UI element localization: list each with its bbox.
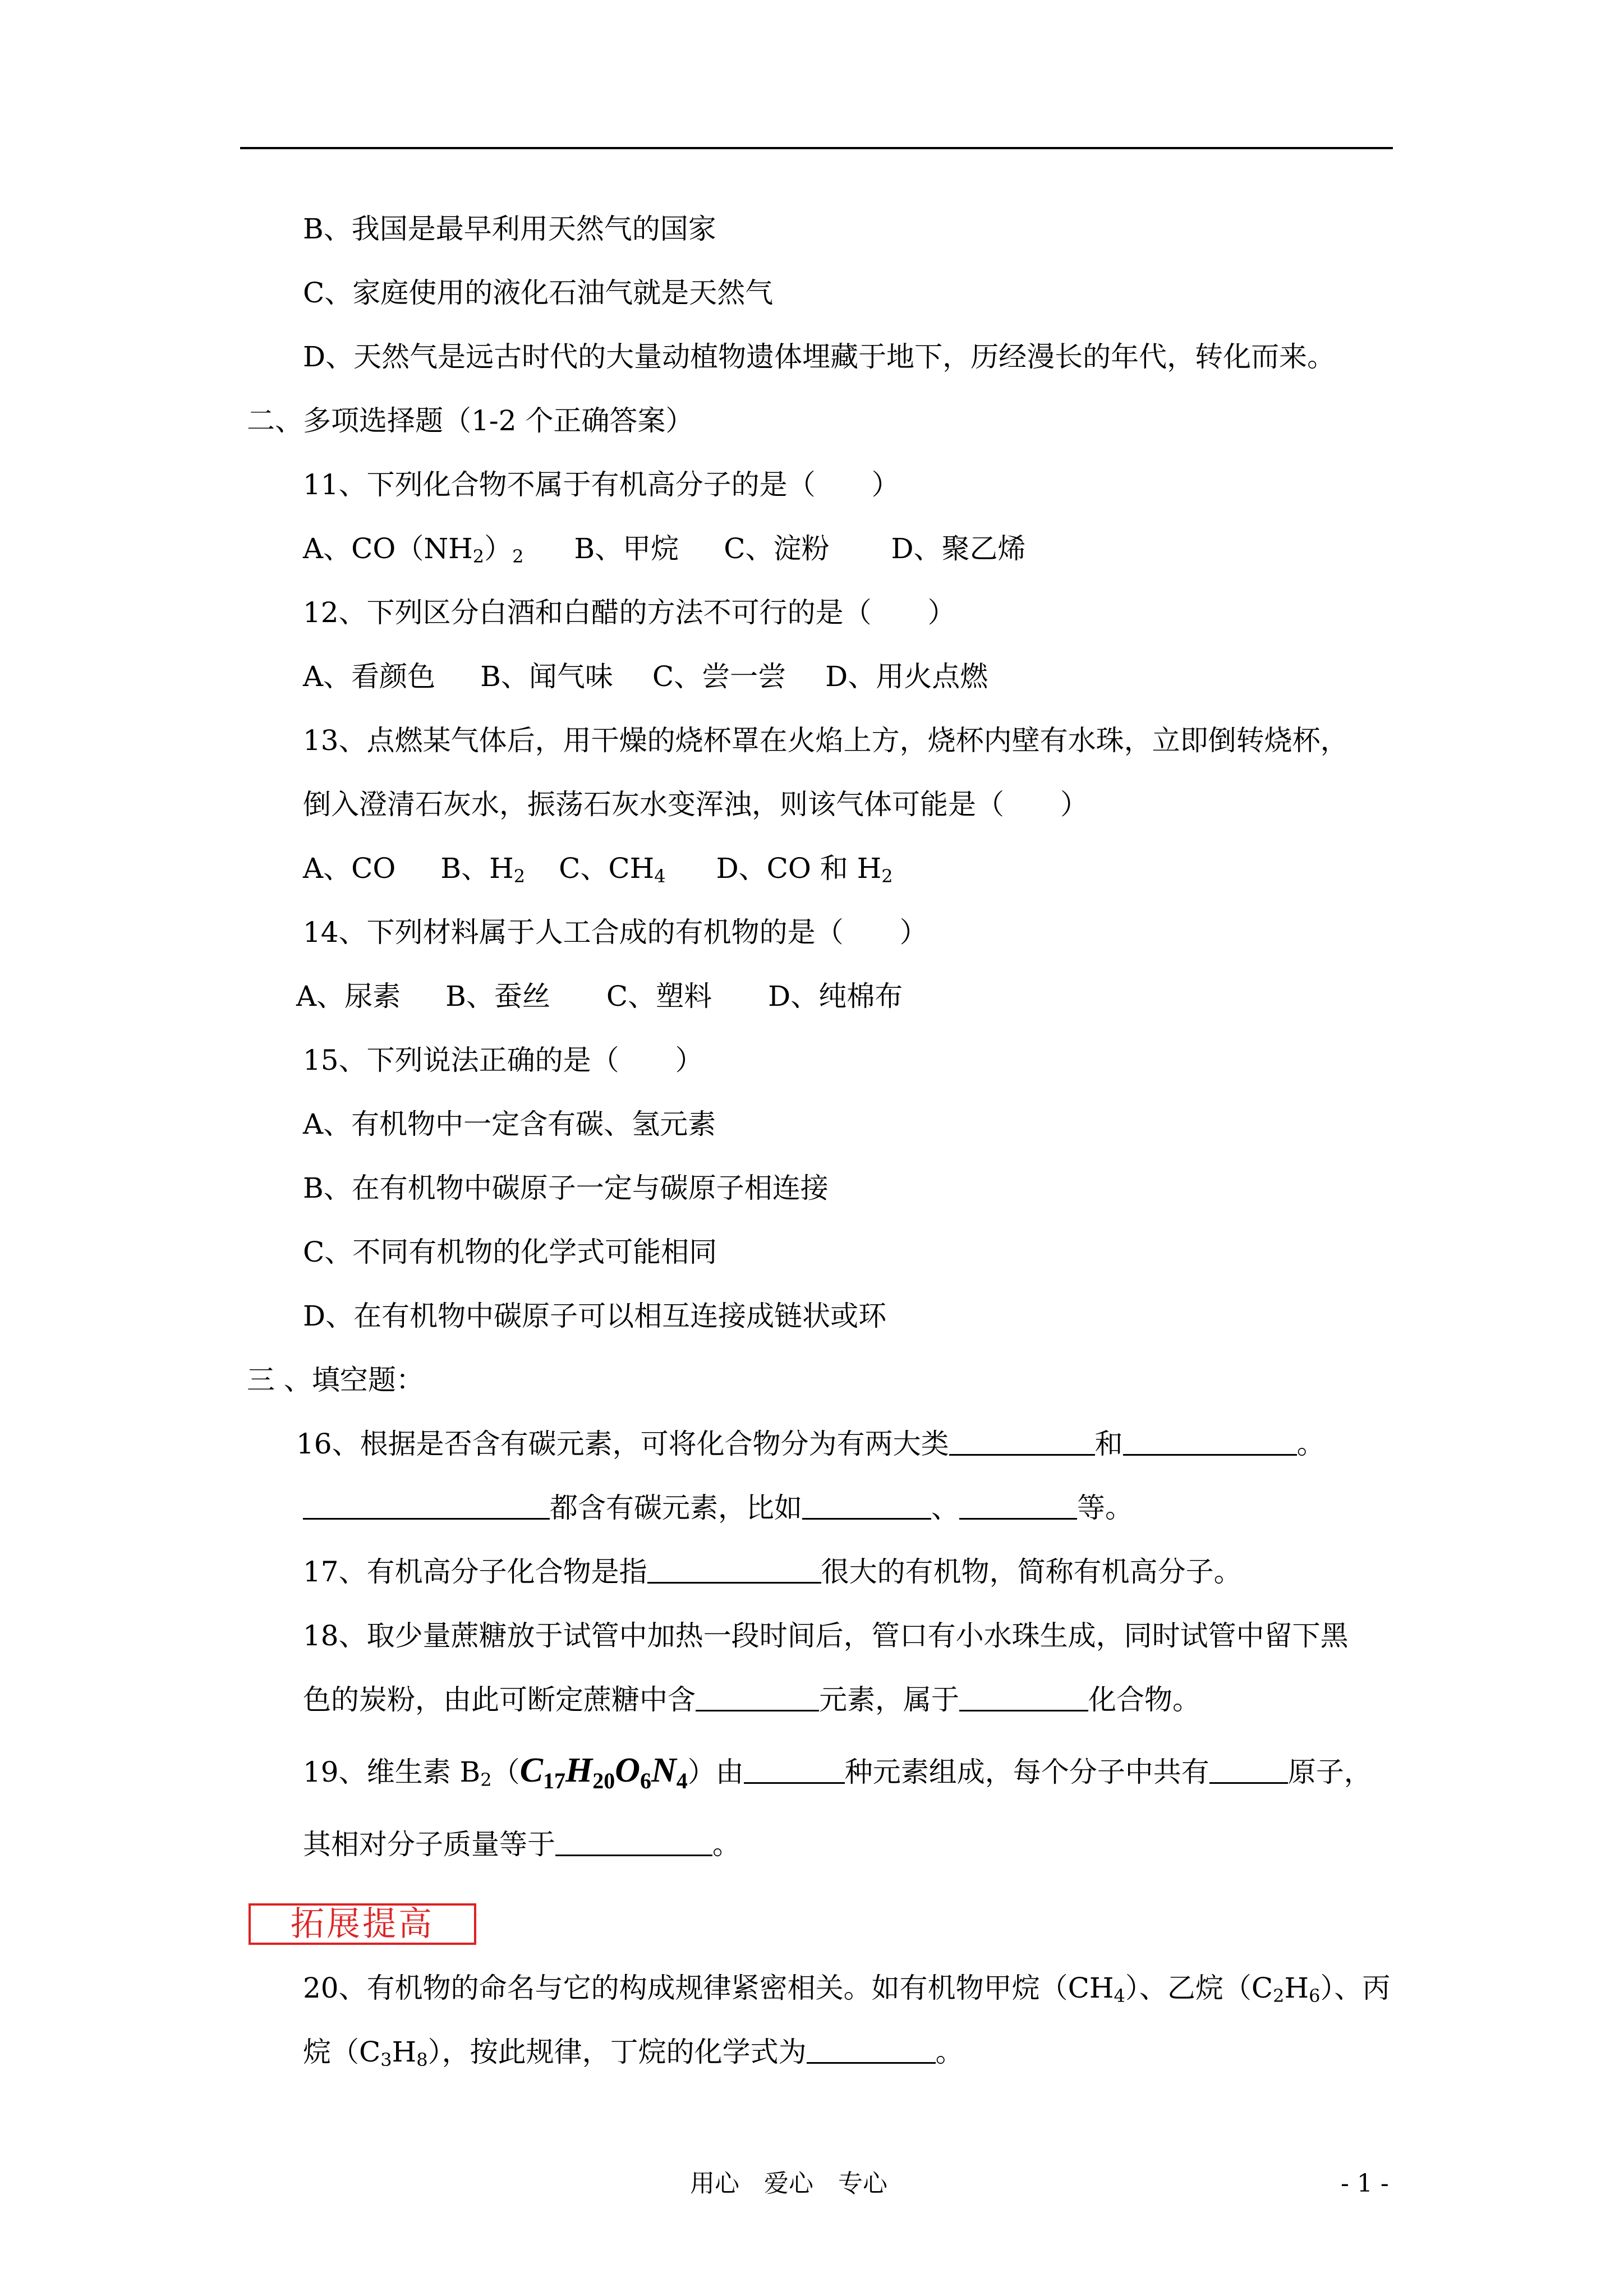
q10-option-c: C、家庭使用的液化石油气就是天然气 bbox=[303, 277, 774, 309]
q15-option-c: C、不同有机物的化学式可能相同 bbox=[303, 1236, 717, 1268]
q15-option-d: D、在有机物中碳原子可以相互连接成链状或环 bbox=[303, 1300, 887, 1332]
header-rule bbox=[240, 147, 1393, 149]
q11-option-d: D、聚乙烯 bbox=[891, 532, 1026, 565]
q12-option-a: A、看颜色 bbox=[303, 660, 436, 693]
q13-stem-line1: 13、点燃某气体后，用干燥的烧杯罩在火焰上方，烧杯内壁有水珠，立即倒转烧杯， bbox=[303, 724, 1349, 757]
q13-option-d: D、CO 和 $H_2$ bbox=[716, 852, 893, 887]
q19-line1: 19、维生素 $B_2(C_{17}H_{20}O_6N_4)$由 种元素组成，每个分子中共有 原子， bbox=[303, 1751, 1372, 1793]
q19-blank-2[interactable] bbox=[1209, 1755, 1288, 1784]
q19-blank-3[interactable] bbox=[555, 1828, 712, 1856]
footer-motto: 用心 爱心 专心 bbox=[690, 2169, 887, 2198]
q16-blank-4[interactable] bbox=[802, 1491, 931, 1520]
q13-option-a: A、CO bbox=[303, 852, 396, 885]
q20-line1: 20、有机物的命名与它的构成规律紧密相关。如有机物甲烷$(CH_4)$、乙烷$(C_2H_6)$、丙 bbox=[303, 1972, 1391, 2007]
q14-option-d: D、纯棉布 bbox=[768, 980, 903, 1013]
q16-line1: 16、根据是否含有碳元素，可将化合物分为有两大类 和 。 bbox=[296, 1428, 1325, 1460]
q16-blank-5[interactable] bbox=[959, 1491, 1077, 1520]
q10-option-b: B、我国是最早利用天然气的国家 bbox=[303, 213, 716, 245]
q16-blank-1[interactable] bbox=[949, 1427, 1095, 1456]
q14-stem: 14、下列材料属于人工合成的有机物的是（ ） bbox=[303, 916, 928, 949]
q11-option-a: A、$CO(NH_2)_2$ bbox=[303, 532, 524, 567]
q12-option-b: B、闻气味 bbox=[480, 660, 613, 693]
q20-line2: 烷$(C_3H_8)$，按此规律，丁烷的化学式为 。 bbox=[303, 2036, 964, 2070]
q13-option-c: C、$CH_4$ bbox=[559, 852, 666, 887]
q17-line: 17、有机高分子化合物是指 很大的有机物，简称有机高分子。 bbox=[303, 1556, 1242, 1588]
q13-option-b: B、$H_2$ bbox=[440, 852, 526, 887]
q17-blank[interactable] bbox=[647, 1555, 821, 1584]
q15-stem: 15、下列说法正确的是（ ） bbox=[303, 1044, 703, 1076]
q12-option-c: C、尝一尝 bbox=[652, 660, 786, 693]
section-3-heading: 三 、填空题： bbox=[247, 1364, 424, 1396]
q16-line2: 都含有碳元素，比如 、 等。 bbox=[303, 1491, 1133, 1525]
q14-options bbox=[296, 979, 903, 1013]
q11-options bbox=[303, 532, 1026, 565]
q13-options bbox=[303, 852, 893, 885]
q18-line1: 18、取少量蔗糖放于试管中加热一段时间后，管口有小水珠生成，同时试管中留下黑 bbox=[303, 1619, 1349, 1652]
q20-blank[interactable] bbox=[807, 2035, 936, 2064]
q16-blank-2[interactable] bbox=[1123, 1427, 1297, 1456]
q14-option-b: B、蚕丝 bbox=[445, 980, 550, 1013]
q12-option-d: D、用火点燃 bbox=[825, 660, 988, 693]
q19-line2: 其相对分子质量等于 。 bbox=[303, 1828, 740, 1861]
q15-option-b: B、在有机物中碳原子一定与碳原子相连接 bbox=[303, 1172, 829, 1204]
q18-blank-1[interactable] bbox=[696, 1683, 819, 1711]
q14-option-a: A、尿素 bbox=[296, 980, 401, 1013]
q16-blank-3[interactable] bbox=[303, 1491, 550, 1520]
q18-line2: 色的炭粉，由此可断定蔗糖中含 元素，属于 化合物。 bbox=[303, 1683, 1200, 1716]
q12-options bbox=[303, 660, 988, 693]
page-number: - 1 - bbox=[1341, 2169, 1389, 2198]
section-2-heading: 二、多项选择题（1-2 个正确答案） bbox=[247, 404, 694, 437]
q11-option-c: C、淀粉 bbox=[724, 532, 830, 565]
vitamin-b2-formula: $C_{17}H_{20}O_6N_4$ bbox=[519, 1751, 688, 1793]
q11-option-b: B、甲烷 bbox=[574, 532, 679, 565]
q11-stem: 11、下列化合物不属于有机高分子的是（ ） bbox=[303, 468, 900, 501]
q19-blank-1[interactable] bbox=[744, 1755, 845, 1784]
q10-option-d: D、天然气是远古时代的大量动植物遗体埋藏于地下，历经漫长的年代，转化而来。 bbox=[303, 341, 1336, 373]
q15-option-a: A、有机物中一定含有碳、氢元素 bbox=[303, 1108, 716, 1140]
q14-option-c: C、塑料 bbox=[606, 980, 712, 1013]
extension-section-stamp: 拓展提高 bbox=[249, 1903, 476, 1945]
q18-blank-2[interactable] bbox=[959, 1683, 1088, 1711]
q13-stem-line2: 倒入澄清石灰水，振荡石灰水变浑浊，则该气体可能是（ ） bbox=[303, 788, 1088, 821]
q12-stem: 12、下列区分白酒和白醋的方法不可行的是（ ） bbox=[303, 596, 956, 629]
